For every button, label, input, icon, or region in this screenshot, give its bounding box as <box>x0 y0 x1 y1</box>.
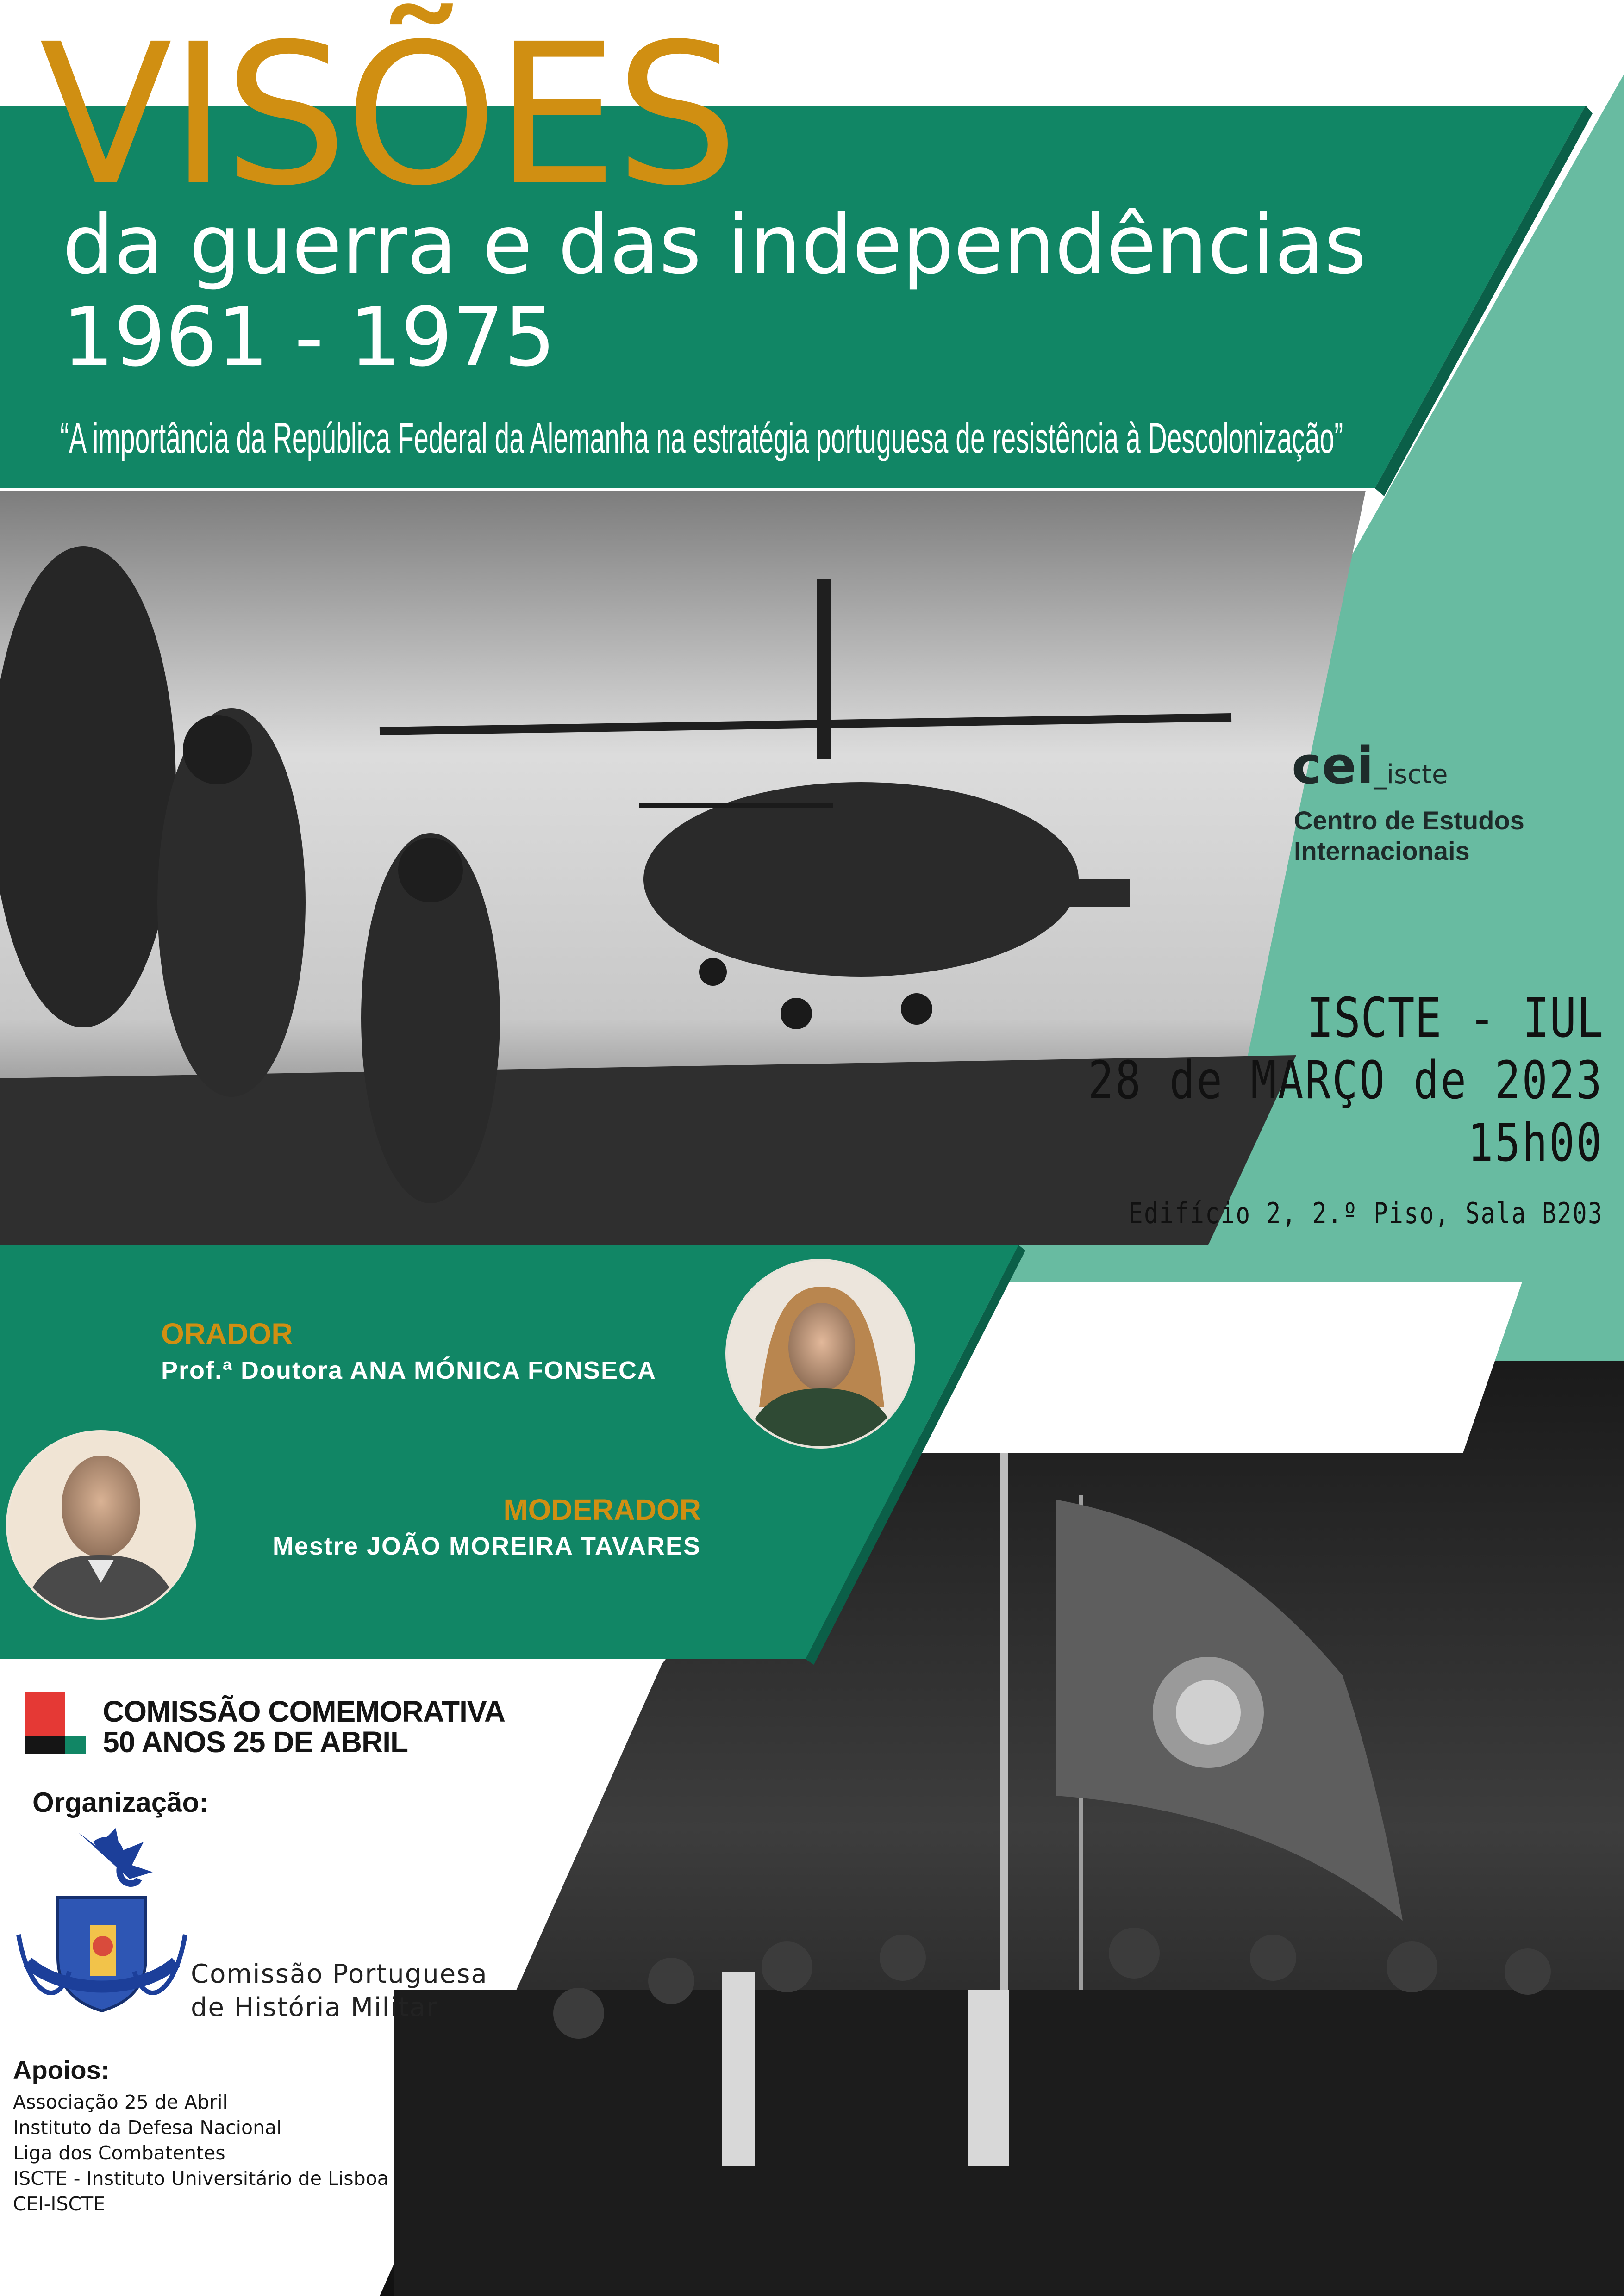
commission-logo-icon <box>25 1692 86 1754</box>
cei-name-line2: Internacionais <box>1294 836 1470 865</box>
apoios-list <box>13 2090 389 2217</box>
event-venue: ISCTE - IUL <box>1306 986 1603 1050</box>
coat-of-arms-icon <box>19 1828 185 2011</box>
moderador-name: Mestre JOÃO MOREIRA TAVARES <box>272 1532 701 1560</box>
comissao-comemorativa <box>103 1696 505 1757</box>
poster-subtitle: da guerra e das independências <box>62 198 1367 292</box>
organizacao-label: Organização: <box>32 1787 209 1818</box>
lecture-title-quote: “A importância da República Federal da Alemanha na estratégia portuguesa de resistência à Descolonização” <box>60 415 1343 462</box>
event-room: Edifício 2, 2.º Piso, Sala B203 <box>1128 1196 1603 1230</box>
white-parallelogram <box>914 1282 1522 1453</box>
cei-iscte-logo <box>1292 736 1448 795</box>
helicopter-photo <box>0 491 1366 1245</box>
moderador-label: MODERADOR <box>503 1493 701 1526</box>
organizacao-name-line2: de História Militar <box>191 1992 438 2022</box>
event-date: 28 de MARÇO de 2023 <box>1088 1051 1603 1111</box>
orador-name: Prof.ª Doutora ANA MÓNICA FONSECA <box>161 1356 656 1384</box>
poster-years: 1961 - 1975 <box>62 291 556 385</box>
apoios-label: Apoios: <box>13 2055 110 2084</box>
apoio-item: ISCTE - Instituto Universitário de Lisboa <box>13 2167 389 2190</box>
organizacao-name <box>191 1958 488 2024</box>
apoio-item: Associação 25 de Abril <box>13 2091 228 2113</box>
orador-label: ORADOR <box>161 1317 293 1350</box>
iscte-logo-text: _iscte <box>1374 759 1448 790</box>
organizacao-name-line1: Comissão Portuguesa <box>191 1959 488 1989</box>
apoio-item: Instituto da Defesa Nacional <box>13 2116 282 2139</box>
apoio-item: Liga dos Combatentes <box>13 2142 225 2164</box>
apoio-item: CEI-ISCTE <box>13 2193 106 2215</box>
comissao-line2: 50 ANOS 25 DE ABRIL <box>103 1725 408 1759</box>
cei-name <box>1294 805 1524 866</box>
cei-logo-text: cei <box>1292 736 1374 795</box>
comissao-line1: COMISSÃO COMEMORATIVA <box>103 1695 506 1728</box>
poster-title: VISÕES <box>39 2 736 229</box>
cei-name-line1: Centro de Estudos <box>1294 806 1524 835</box>
event-time: 15h00 <box>1468 1113 1603 1173</box>
